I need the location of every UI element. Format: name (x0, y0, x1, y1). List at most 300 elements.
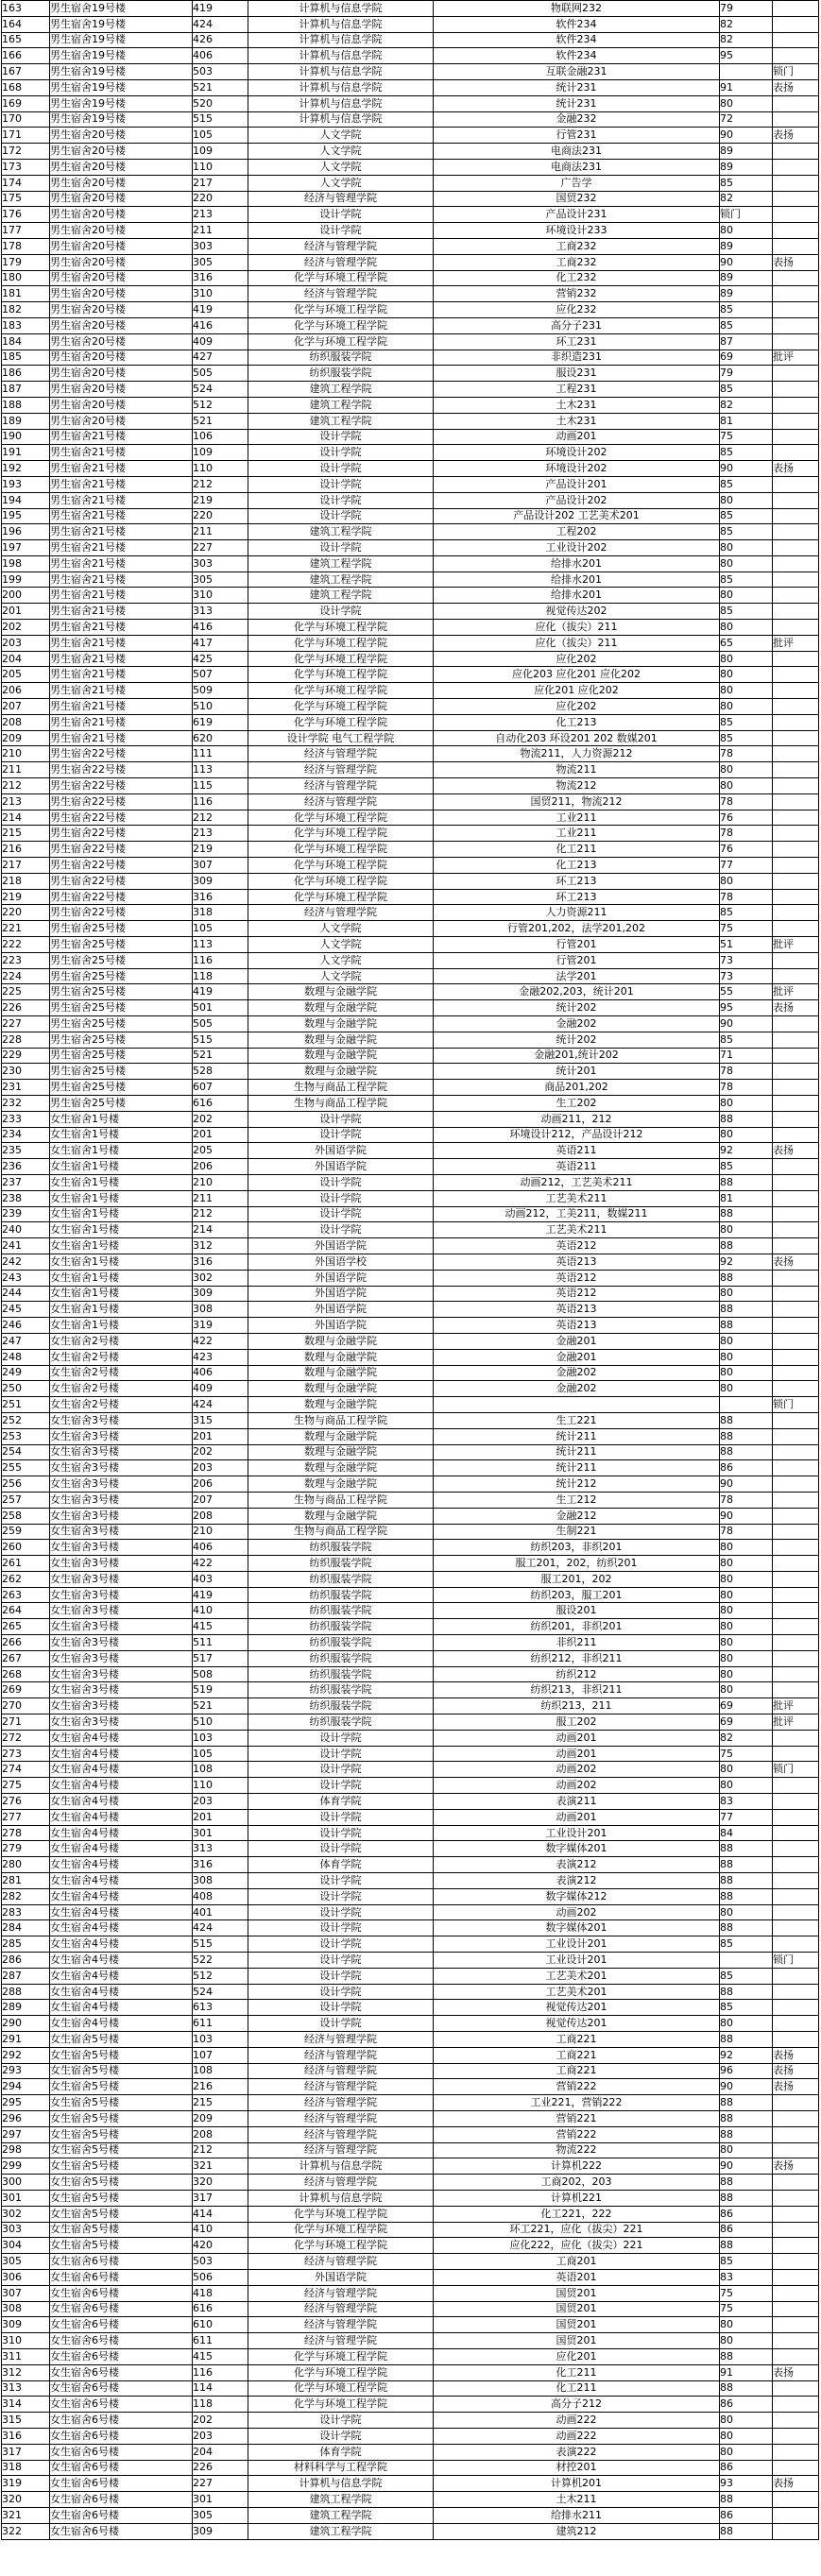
remark (773, 2285, 819, 2301)
score: 80 (720, 762, 773, 778)
remark (773, 1302, 819, 1318)
table-row (2, 2476, 819, 2492)
college: 经济与管理学院 (248, 254, 434, 270)
remark (773, 905, 819, 921)
dorm-building: 女生宿舍1号楼 (50, 1286, 193, 1302)
room-number: 103 (193, 1730, 248, 1746)
table-row (2, 1841, 819, 1857)
college: 化学与环境工程学院 (248, 858, 434, 874)
dorm-building: 女生宿舍5号楼 (50, 2158, 193, 2175)
dorm-building: 男生宿舍20号楼 (50, 397, 193, 413)
college: 纺织服装学院 (248, 350, 434, 366)
remark (773, 2507, 819, 2523)
table-row (2, 1888, 819, 1904)
class-name: 工艺美术201 (434, 1984, 720, 2000)
table-row (2, 2095, 819, 2111)
score: 85 (720, 905, 773, 921)
class-name: 工艺美术211 (434, 1190, 720, 1206)
college: 外国语学院 (248, 1270, 434, 1286)
class-name: 英语211 (434, 1159, 720, 1175)
dorm-building: 男生宿舍20号楼 (50, 350, 193, 366)
remark (773, 1111, 819, 1127)
row-index: 228 (2, 1032, 50, 1048)
college: 设计学院 (248, 429, 434, 445)
dorm-building: 男生宿舍25号楼 (50, 1080, 193, 1096)
dorm-building: 男生宿舍21号楼 (50, 588, 193, 604)
room-number: 424 (193, 1920, 248, 1936)
dorm-building: 男生宿舍20号楼 (50, 317, 193, 333)
dorm-building: 女生宿舍3号楼 (50, 1412, 193, 1428)
dorm-building: 男生宿舍25号楼 (50, 1000, 193, 1016)
remark (773, 620, 819, 636)
table-row (2, 1460, 819, 1476)
row-index: 178 (2, 238, 50, 254)
score: 88 (720, 2238, 773, 2254)
room-number: 116 (193, 793, 248, 810)
class-name: 服工201，202 (434, 1571, 720, 1587)
dorm-building: 男生宿舍22号楼 (50, 793, 193, 810)
table-row (2, 2301, 819, 2317)
room-number: 309 (193, 2523, 248, 2539)
remark (773, 968, 819, 984)
remark: 批评 (773, 1714, 819, 1731)
dorm-building: 女生宿舍4号楼 (50, 2000, 193, 2016)
score: 85 (720, 1936, 773, 1953)
row-index: 219 (2, 889, 50, 905)
class-name: 表演212 (434, 1873, 720, 1889)
dorm-building: 男生宿舍21号楼 (50, 461, 193, 477)
remark (773, 1619, 819, 1635)
remark (773, 2126, 819, 2142)
college: 经济与管理学院 (248, 238, 434, 254)
college: 经济与管理学院 (248, 2333, 434, 2349)
room-number: 209 (193, 2110, 248, 2126)
remark (773, 1492, 819, 1508)
remark (773, 842, 819, 858)
class-name: 工商202，203 (434, 2175, 720, 2191)
remark (773, 1095, 819, 1111)
remark (773, 2238, 819, 2254)
remark (773, 445, 819, 461)
score: 85 (720, 2254, 773, 2270)
room-number: 524 (193, 1984, 248, 2000)
college: 设计学院 (248, 1762, 434, 1778)
remark (773, 651, 819, 667)
table-row (2, 1095, 819, 1111)
class-name: 行管231 (434, 128, 720, 144)
college: 纺织服装学院 (248, 1540, 434, 1556)
class-name: 产品设计202 (434, 492, 720, 508)
college: 设计学院 (248, 1746, 434, 1762)
class-name: 动画222 (434, 2428, 720, 2444)
table-row (2, 921, 819, 937)
remark (773, 1650, 819, 1666)
remark (773, 1508, 819, 1524)
remark (773, 1920, 819, 1936)
room-number: 212 (193, 2142, 248, 2158)
class-name: 化工213 (434, 858, 720, 874)
college: 设计学院 (248, 540, 434, 556)
dorm-building: 女生宿舍1号楼 (50, 1127, 193, 1143)
row-index: 180 (2, 270, 50, 286)
dorm-building: 女生宿舍3号楼 (50, 1650, 193, 1666)
row-index: 320 (2, 2492, 50, 2508)
class-name: 服设231 (434, 366, 720, 382)
college: 纺织服装学院 (248, 1587, 434, 1603)
room-number: 305 (193, 571, 248, 588)
class-name: 生工202 (434, 1095, 720, 1111)
class-name: 行管201,202，法学201,202 (434, 921, 720, 937)
table-row (2, 683, 819, 699)
score: 85 (720, 302, 773, 318)
remark: 表扬 (773, 1000, 819, 1016)
score: 82 (720, 191, 773, 207)
room-number: 510 (193, 699, 248, 715)
row-index: 198 (2, 555, 50, 571)
class-name: 视觉传达201 (434, 2000, 720, 2016)
score: 69 (720, 350, 773, 366)
class-name: 环工221，应化（拔尖）221 (434, 2222, 720, 2238)
dorm-building: 女生宿舍3号楼 (50, 1714, 193, 1731)
row-index: 257 (2, 1492, 50, 1508)
remark: 表扬 (773, 79, 819, 95)
row-index: 314 (2, 2397, 50, 2413)
college: 人文学院 (248, 968, 434, 984)
remark (773, 48, 819, 64)
college: 设计学院 (248, 476, 434, 492)
dorm-building: 女生宿舍6号楼 (50, 2301, 193, 2317)
room-number: 419 (193, 1587, 248, 1603)
college: 设计学院 (248, 2428, 434, 2444)
row-index: 191 (2, 445, 50, 461)
row-index: 163 (2, 1, 50, 17)
table-row (2, 2222, 819, 2238)
room-number: 215 (193, 2095, 248, 2111)
dorm-building: 女生宿舍1号楼 (50, 1270, 193, 1286)
row-index: 238 (2, 1190, 50, 1206)
dorm-building: 男生宿舍21号楼 (50, 492, 193, 508)
dorm-building: 女生宿舍2号楼 (50, 1365, 193, 1381)
room-number: 205 (193, 1143, 248, 1159)
table-row (2, 1365, 819, 1381)
class-name: 金融212 (434, 1508, 720, 1524)
score: 93 (720, 2476, 773, 2492)
table-row (2, 2397, 819, 2413)
row-index: 215 (2, 826, 50, 842)
remark (773, 1968, 819, 1984)
table-row (2, 2110, 819, 2126)
dorm-building: 女生宿舍6号楼 (50, 2523, 193, 2539)
table-row (2, 445, 819, 461)
table-row (2, 635, 819, 651)
dorm-building: 女生宿舍3号楼 (50, 1476, 193, 1493)
table-row (2, 1333, 819, 1349)
table-row (2, 2126, 819, 2142)
dorm-building: 男生宿舍19号楼 (50, 111, 193, 128)
room-number: 403 (193, 1571, 248, 1587)
table-row (2, 1730, 819, 1746)
college: 设计学院 (248, 1111, 434, 1127)
score: 80 (720, 651, 773, 667)
table-row (2, 1444, 819, 1460)
table-row (2, 810, 819, 826)
class-name: 工业211 (434, 810, 720, 826)
remark (773, 95, 819, 111)
room-number: 517 (193, 1650, 248, 1666)
row-index: 253 (2, 1428, 50, 1444)
table-row (2, 1397, 819, 1413)
score: 80 (720, 2016, 773, 2032)
dorm-building: 男生宿舍19号楼 (50, 64, 193, 80)
dorm-building: 男生宿舍21号楼 (50, 604, 193, 620)
college: 数理与金融学院 (248, 1508, 434, 1524)
class-name: 表演212 (434, 1857, 720, 1873)
score: 82 (720, 32, 773, 48)
dorm-building: 女生宿舍4号楼 (50, 1730, 193, 1746)
score: 88 (720, 2190, 773, 2206)
dorm-building: 女生宿舍6号楼 (50, 2444, 193, 2460)
remark (773, 1349, 819, 1365)
room-number: 227 (193, 2476, 248, 2492)
score: 92 (720, 1143, 773, 1159)
college: 生物与商品工程学院 (248, 1095, 434, 1111)
class-name: 化工211 (434, 2380, 720, 2397)
remark (773, 333, 819, 350)
row-index: 277 (2, 1809, 50, 1825)
class-name: 工业设计201 (434, 1953, 720, 1969)
college: 经济与管理学院 (248, 2301, 434, 2317)
dorm-building: 男生宿舍21号楼 (50, 620, 193, 636)
table-row (2, 1682, 819, 1698)
row-index: 205 (2, 667, 50, 683)
dorm-building: 男生宿舍25号楼 (50, 1032, 193, 1048)
remark (773, 2460, 819, 2476)
room-number: 313 (193, 604, 248, 620)
class-name: 动画211，212 (434, 1111, 720, 1127)
college: 体育学院 (248, 1857, 434, 1873)
college: 设计学院 (248, 1953, 434, 1969)
dorm-building: 女生宿舍4号楼 (50, 1984, 193, 2000)
row-index: 203 (2, 635, 50, 651)
row-index: 201 (2, 604, 50, 620)
dorm-building: 男生宿舍22号楼 (50, 810, 193, 826)
score: 69 (720, 1714, 773, 1731)
score: 85 (720, 2000, 773, 2016)
room-number: 310 (193, 588, 248, 604)
class-name: 金融232 (434, 111, 720, 128)
college: 纺织服装学院 (248, 1635, 434, 1651)
score: 85 (720, 604, 773, 620)
table-row (2, 1746, 819, 1762)
remark (773, 1048, 819, 1064)
college: 经济与管理学院 (248, 2110, 434, 2126)
score: 80 (720, 1619, 773, 1635)
table-row (2, 1286, 819, 1302)
score: 86 (720, 1460, 773, 1476)
class-name: 工商232 (434, 238, 720, 254)
dorm-building: 女生宿舍3号楼 (50, 1428, 193, 1444)
room-number: 422 (193, 1333, 248, 1349)
row-index: 192 (2, 461, 50, 477)
class-name: 英语213 (434, 1318, 720, 1334)
class-name (434, 1397, 720, 1413)
room-number: 301 (193, 1825, 248, 1841)
room-number: 210 (193, 1524, 248, 1540)
dorm-building: 女生宿舍6号楼 (50, 2364, 193, 2380)
row-index: 302 (2, 2206, 50, 2222)
remark: 批评 (773, 937, 819, 953)
remark (773, 921, 819, 937)
remark: 批评 (773, 1698, 819, 1714)
row-index: 299 (2, 2158, 50, 2175)
score: 88 (720, 1318, 773, 1334)
score: 80 (720, 2333, 773, 2349)
room-number: 528 (193, 1064, 248, 1080)
room-number: 619 (193, 714, 248, 730)
room-number: 214 (193, 1222, 248, 1238)
college: 设计学院 (248, 1206, 434, 1222)
row-index: 242 (2, 1254, 50, 1270)
class-name: 行管201 (434, 952, 720, 968)
class-name: 应化（拔尖）211 (434, 620, 720, 636)
class-name: 工业211 (434, 826, 720, 842)
dorm-building: 男生宿舍20号楼 (50, 223, 193, 239)
remark (773, 2095, 819, 2111)
room-number: 414 (193, 2206, 248, 2222)
class-name: 数字媒体201 (434, 1920, 720, 1936)
table-row (2, 1857, 819, 1873)
table-row (2, 2000, 819, 2016)
room-number: 309 (193, 1286, 248, 1302)
dorm-building: 男生宿舍25号楼 (50, 1095, 193, 1111)
score: 80 (720, 1286, 773, 1302)
table-row (2, 937, 819, 953)
class-name: 给排水201 (434, 588, 720, 604)
remark (773, 1, 819, 17)
row-index: 196 (2, 524, 50, 540)
dorm-building: 女生宿舍2号楼 (50, 1333, 193, 1349)
remark (773, 2380, 819, 2397)
remark (773, 1888, 819, 1904)
class-name: 统计201 (434, 1064, 720, 1080)
college: 计算机与信息学院 (248, 79, 434, 95)
table-row (2, 254, 819, 270)
table-row (2, 968, 819, 984)
row-index: 194 (2, 492, 50, 508)
row-index: 280 (2, 1857, 50, 1873)
room-number: 315 (193, 1412, 248, 1428)
row-index: 170 (2, 111, 50, 128)
dorm-building: 男生宿舍22号楼 (50, 762, 193, 778)
class-name: 服设201 (434, 1603, 720, 1619)
college: 设计学院 (248, 604, 434, 620)
table-row (2, 858, 819, 874)
score: 81 (720, 1190, 773, 1206)
class-name: 国贸201 (434, 2301, 720, 2317)
table-row (2, 2142, 819, 2158)
score: 80 (720, 588, 773, 604)
table-row (2, 1794, 819, 1810)
room-number: 207 (193, 1492, 248, 1508)
college: 纺织服装学院 (248, 1556, 434, 1572)
college: 生物与商品工程学院 (248, 1492, 434, 1508)
remark (773, 2333, 819, 2349)
class-name: 国贸211，物流212 (434, 793, 720, 810)
dorm-building: 男生宿舍21号楼 (50, 635, 193, 651)
score: 90 (720, 1508, 773, 1524)
row-index: 251 (2, 1397, 50, 1413)
table-row (2, 1143, 819, 1159)
score: 80 (720, 95, 773, 111)
college: 设计学院 (248, 2000, 434, 2016)
college: 化学与环境工程学院 (248, 826, 434, 842)
college: 经济与管理学院 (248, 2142, 434, 2158)
class-name: 给排水211 (434, 2507, 720, 2523)
college: 设计学院 电气工程学院 (248, 730, 434, 746)
college: 设计学院 (248, 492, 434, 508)
dorm-building: 女生宿舍3号楼 (50, 1556, 193, 1572)
table-row (2, 826, 819, 842)
dorm-building: 女生宿舍1号楼 (50, 1111, 193, 1127)
table-row (2, 2254, 819, 2270)
class-name: 统计231 (434, 95, 720, 111)
score: 89 (720, 238, 773, 254)
score: 80 (720, 540, 773, 556)
row-index: 177 (2, 223, 50, 239)
remark (773, 476, 819, 492)
score: 80 (720, 223, 773, 239)
dorm-building: 男生宿舍19号楼 (50, 79, 193, 95)
row-index: 252 (2, 1412, 50, 1428)
score: 88 (720, 1873, 773, 1889)
room-number: 310 (193, 286, 248, 302)
college: 数理与金融学院 (248, 1365, 434, 1381)
college: 设计学院 (248, 2016, 434, 2032)
row-index: 301 (2, 2190, 50, 2206)
room-number: 616 (193, 2301, 248, 2317)
room-number: 320 (193, 2175, 248, 2191)
dorm-building: 女生宿舍5号楼 (50, 2063, 193, 2079)
class-name: 金融201 (434, 1333, 720, 1349)
college: 体育学院 (248, 1794, 434, 1810)
table-row (2, 2063, 819, 2079)
row-index: 245 (2, 1302, 50, 1318)
dorm-building: 女生宿舍5号楼 (50, 2110, 193, 2126)
score: 78 (720, 746, 773, 762)
remark (773, 1127, 819, 1143)
college: 设计学院 (248, 1222, 434, 1238)
score: 80 (720, 2413, 773, 2429)
class-name: 化工232 (434, 270, 720, 286)
remark (773, 524, 819, 540)
dorm-building: 男生宿舍20号楼 (50, 207, 193, 223)
remark (773, 1476, 819, 1493)
room-number: 113 (193, 762, 248, 778)
remark (773, 952, 819, 968)
remark (773, 2413, 819, 2429)
room-number: 203 (193, 1460, 248, 1476)
room-number: 210 (193, 1174, 248, 1190)
score: 80 (720, 2317, 773, 2333)
remark (773, 746, 819, 762)
remark (773, 1746, 819, 1762)
remark (773, 873, 819, 889)
remark (773, 555, 819, 571)
score: 71 (720, 1048, 773, 1064)
dorm-building: 女生宿舍4号楼 (50, 1920, 193, 1936)
score: 91 (720, 79, 773, 95)
score: 69 (720, 1698, 773, 1714)
